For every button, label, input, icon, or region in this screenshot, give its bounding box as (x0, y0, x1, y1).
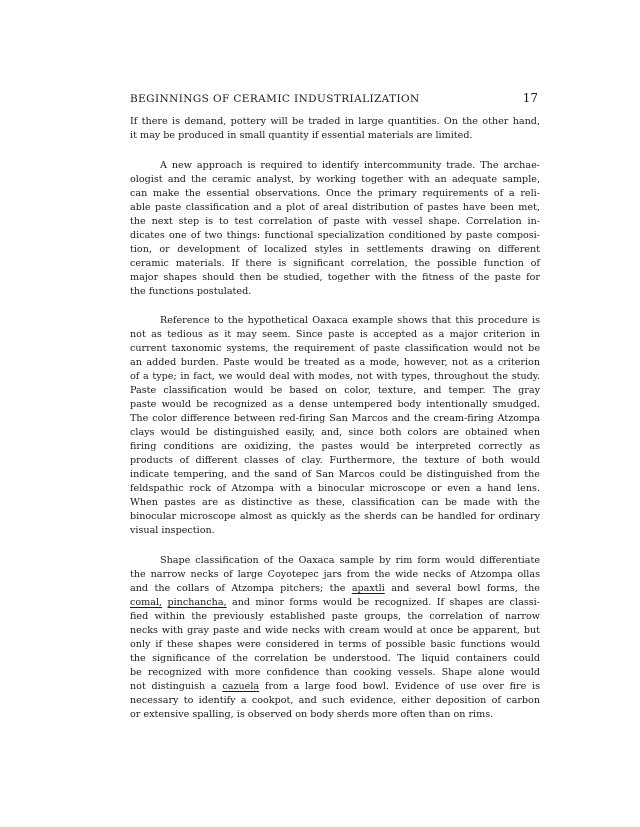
text-line: fied within the previously established paste groups, the correlation of narrow (130, 610, 540, 622)
text-line: indicate tempering, and the sand of San Marcos could be distinguished from the (130, 469, 540, 480)
text-line: dicates one of two things: functional specialization conditioned by paste composi- (130, 229, 540, 241)
text-line: able paste classification and a plot of areal distribution of pastes have been met, (130, 201, 540, 213)
text-line: the significance of the correlation be understood. The liquid containers could (130, 652, 540, 664)
text-line: paste would be recognized as a dense untempered body intentionally smudged. (130, 399, 540, 410)
text-line: tion, or development of localized styles in settlements drawing on different (130, 243, 540, 255)
text-line: be recognized with more confidence than cooking vessels. Shape alone would (130, 666, 540, 678)
text-line: current taxonomic systems, the requirement of paste classification would not be (130, 343, 540, 354)
page-number: 17 (522, 91, 538, 105)
text-line: not as tedious as it may seem. Since paste is accepted as a major criterion in (130, 329, 540, 340)
underlined-term: pinchancha, (167, 596, 227, 608)
underlined-term: apaxtli (351, 582, 385, 594)
text-line: and the collars of Atzompa pitchers; the apaxtli and several bowl forms, the (130, 582, 540, 594)
body-text (130, 115, 540, 737)
text-line: Reference to the hypothetical Oaxaca example shows that this procedure is (160, 315, 540, 326)
text-line: clays would be distinguished easily, and, since both colors are obtained when (130, 427, 540, 438)
text-line: comal, pinchancha, and minor forms would be recognized. If shapes are classi- (130, 596, 540, 608)
text-line: an added burden. Paste would be treated as a mode, however, not as a criterion (130, 357, 540, 368)
text-line: feldspathic rock of Atzompa with a binocular microscope or even a hand lens. (130, 483, 540, 494)
text-line: the next step is to test correlation of paste with vessel shape. Correlation in- (130, 215, 540, 227)
text-line: Shape classification of the Oaxaca sample by rim form would differentiate (160, 554, 540, 566)
text-line: it may be produced in small quantity if essential materials are limited. (130, 130, 473, 141)
running-title: BEGINNINGS OF CERAMIC INDUSTRIALIZATION (130, 93, 420, 105)
text-line: of a type; in fact, we would deal with modes, not with types, throughout the study. (130, 371, 540, 382)
text-line: the narrow necks of large Coyotepec jars from the wide necks of Atzompa ollas (130, 568, 540, 580)
paragraph (130, 554, 540, 722)
paragraph (130, 159, 540, 299)
running-header (130, 91, 538, 105)
text-line: firing conditions are oxidizing, the pastes would be interpreted correctly as (130, 441, 540, 452)
underlined-term: comal, (130, 596, 163, 608)
text-line: A new approach is required to identify intercommunity trade. The archae- (160, 159, 540, 171)
paragraph (130, 115, 540, 143)
text-line: binocular microscope almost as quickly as the sherds can be handled for ordinary (130, 511, 540, 522)
text-line: ceramic materials. If there is significant correlation, the possible function of (130, 257, 540, 269)
text-line: When pastes are as distinctive as these, classification can be made with the (130, 497, 540, 508)
text-line: products of different classes of clay. Furthermore, the texture of both would (130, 455, 540, 466)
text-line: not distinguish a cazuela from a large food bowl. Evidence of use over fire is (130, 680, 540, 692)
text-line: only if these shapes were considered in terms of possible basic functions would (130, 638, 540, 650)
text-line: the functions postulated. (130, 285, 252, 297)
text-line: major shapes should then be studied, together with the fitness of the paste for (130, 271, 540, 283)
text-line: can make the essential observations. Once the primary requirements of a reli- (130, 187, 540, 199)
text-line: If there is demand, pottery will be traded in large quantities. On the other hand, (130, 116, 540, 127)
text-line: Paste classification would be based on color, texture, and temper. The gray (130, 385, 540, 396)
text-line: necks with gray paste and wide necks with cream would at once be apparent, but (130, 624, 540, 636)
text-line: or extensive spalling, is observed on body sherds more often than on rims. (130, 708, 494, 720)
paragraph (130, 314, 540, 538)
text-line: visual inspection. (130, 525, 215, 536)
text-line: The color difference between red-firing San Marcos and the cream-firing Atzompa (130, 413, 540, 424)
text-line: necessary to identify a cookpot, and such evidence, either deposition of carbon (130, 694, 540, 706)
underlined-term: cazuela (222, 680, 260, 692)
text-line: ologist and the ceramic analyst, by working together with an adequate sample, (130, 173, 540, 185)
